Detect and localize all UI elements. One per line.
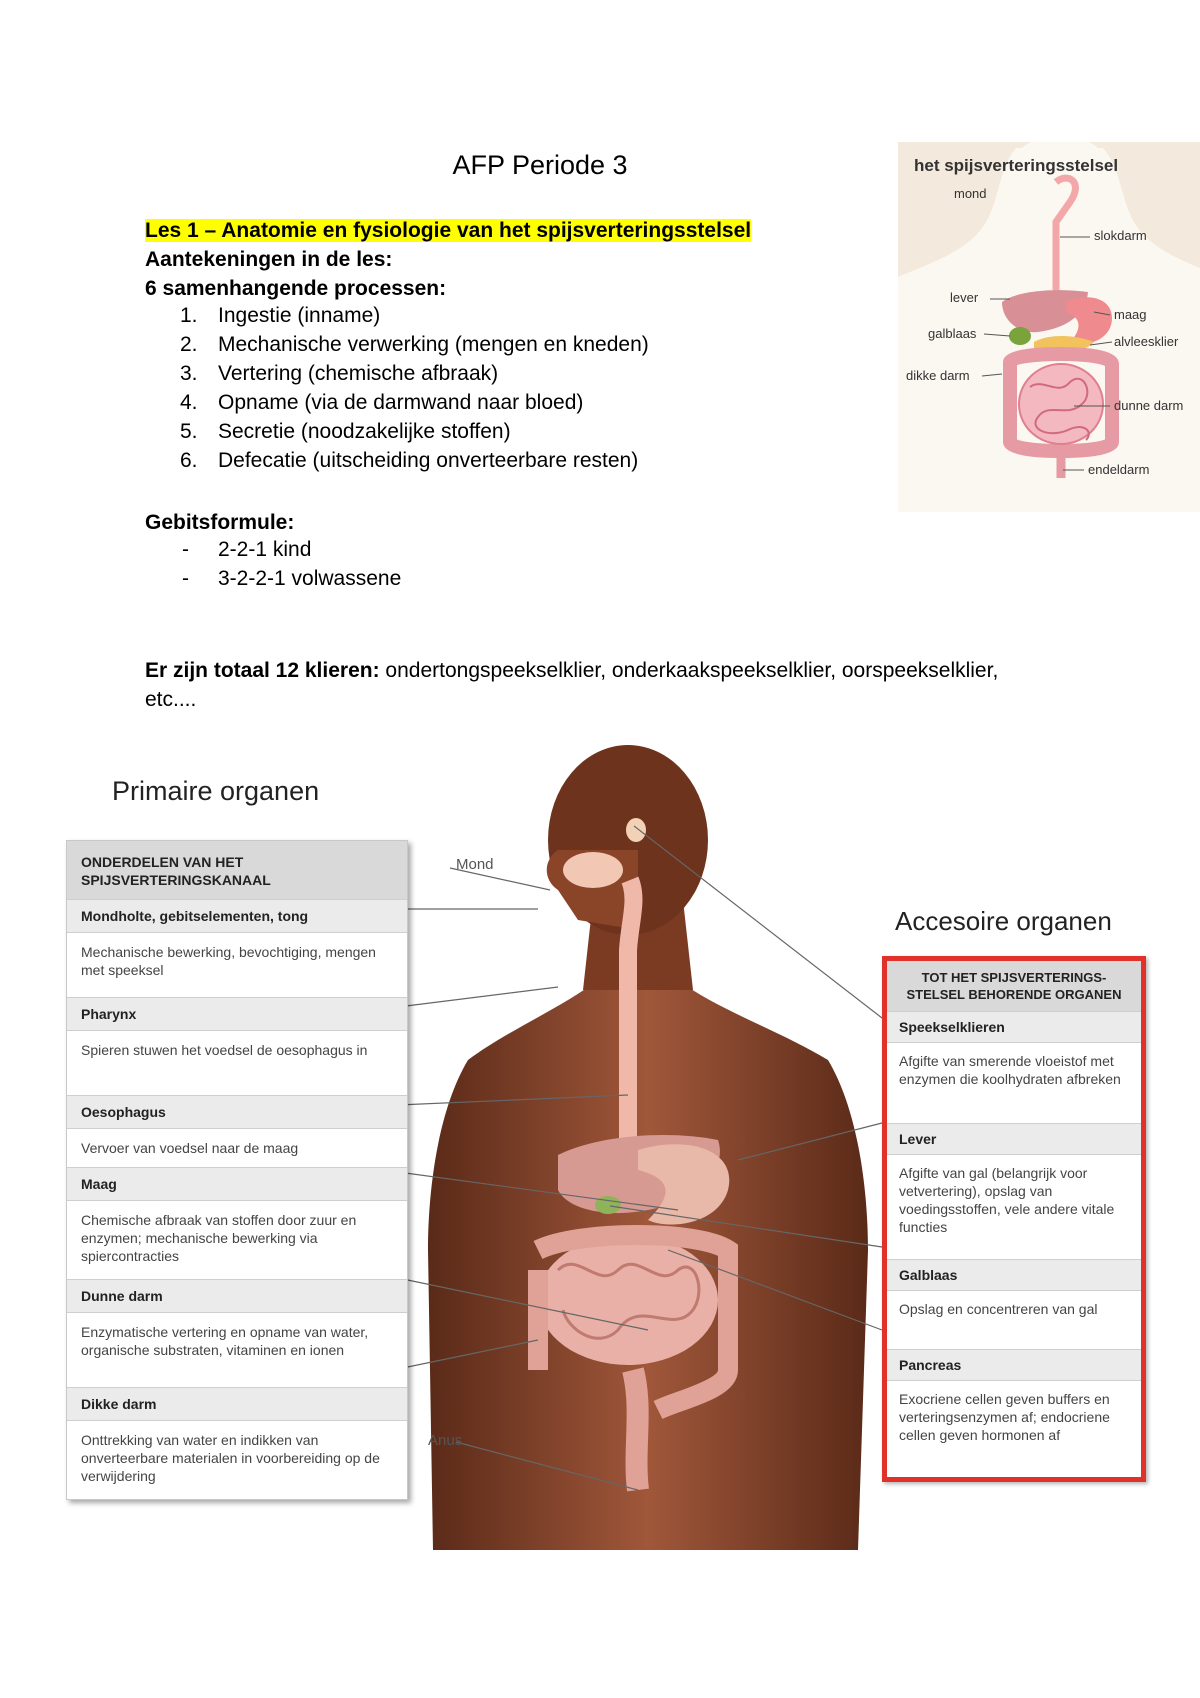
label-maag: maag: [1114, 307, 1147, 322]
small-diagram-title: het spijsverteringsstelsel: [914, 156, 1119, 175]
label-mond-large: Mond: [456, 856, 494, 873]
label-dikke-darm: dikke darm: [906, 368, 970, 383]
label-mond: mond: [954, 186, 987, 201]
glands-text: ondertongspeekselklier, onderkaakspeekselklier, oorspeekselklier,: [379, 659, 999, 682]
label-alvleesklier: alvleesklier: [1114, 334, 1179, 349]
process-number: 6.: [180, 449, 198, 472]
label-galblaas: galblaas: [928, 326, 977, 341]
accessory-row-name: Lever: [887, 1123, 1141, 1154]
label-endeldarm: endeldarm: [1088, 462, 1150, 477]
process-item: Mechanische verwerking (mengen en kneden): [218, 333, 649, 356]
process-item: Vertering (chemische afbraak): [218, 362, 499, 385]
lesson-title-line: [145, 216, 751, 245]
accessory-organs-table: [882, 956, 1146, 1482]
process-number: 4.: [180, 391, 198, 414]
label-lever: lever: [950, 290, 979, 305]
primary-organs-table: [66, 840, 408, 1500]
process-item: Opname (via de darmwand naar bloed): [218, 391, 584, 414]
processes-label: 6 samenhangende processen:: [145, 277, 447, 300]
primary-table-header: ONDERDELEN VAN HET SPIJSVERTERINGSKANAAL: [67, 841, 407, 899]
glands-line: [145, 656, 998, 685]
accessory-row-name: Speekselklieren: [887, 1011, 1141, 1042]
document-title-text: AFP Periode 3: [452, 150, 628, 180]
glands-line-2: etc....: [145, 688, 197, 711]
label-slokdarm: slokdarm: [1094, 228, 1147, 243]
primary-row-name: Pharynx: [67, 997, 407, 1030]
process-number: 5.: [180, 420, 198, 443]
glands-bold: Er zijn totaal 12 klieren:: [145, 659, 380, 682]
primary-organs-title: Primaire organen: [112, 776, 320, 806]
teeth-item: 3-2-2-1 volwassene: [218, 567, 402, 590]
accessory-row-name: Pancreas: [887, 1349, 1141, 1380]
teeth-label: Gebitsformule:: [145, 511, 295, 534]
primary-row-name: Dunne darm: [67, 1279, 407, 1312]
process-number: 2.: [180, 333, 198, 356]
process-item: Ingestie (inname): [218, 304, 381, 327]
process-number: 3.: [180, 362, 198, 385]
process-item: Defecatie (uitscheiding onverteerbare resten): [218, 449, 639, 472]
label-anus: Anus: [428, 1432, 463, 1449]
process-item: Secretie (noodzakelijke stoffen): [218, 420, 511, 443]
teeth-bullet: -: [182, 538, 189, 561]
accessory-row-name: Galblaas: [887, 1259, 1141, 1290]
primary-row-desc: Onttrekking van water en indikken van onverteerbare materialen in voorbereiding op de verwijdering: [67, 1420, 407, 1499]
notes-label: Aantekeningen in de les:: [145, 248, 393, 271]
small-digestive-diagram: [898, 142, 1200, 512]
teeth-item: 2-2-1 kind: [218, 538, 312, 561]
accessory-row-desc: Afgifte van gal (belangrijk voor vetvertering), opslag van voedingsstoffen, vele andere vitale functies: [887, 1154, 1141, 1259]
process-number: 1.: [180, 304, 198, 327]
primary-row-name: Dikke darm: [67, 1387, 407, 1420]
primary-row-name: Maag: [67, 1167, 407, 1200]
primary-row-name: Oesophagus: [67, 1095, 407, 1128]
primary-row-desc: Enzymatische vertering en opname van water, organische substraten, vitaminen en ionen: [67, 1312, 407, 1387]
primary-row-desc: Chemische afbraak van stoffen door zuur en enzymen; mechanische bewerking via spiercontracties: [67, 1200, 407, 1279]
accessory-row-desc: Afgifte van smerende vloeistof met enzymen die koolhydraten afbreken: [887, 1042, 1141, 1123]
lesson-title: Les 1 – Anatomie en fysiologie van het spijsverteringsstelsel: [145, 219, 752, 242]
accessory-row-desc: Exocriene cellen geven buffers en verteringsenzymen af; endocriene cellen geven hormonen af: [887, 1380, 1141, 1477]
primary-row-desc: Mechanische bewerking, bevochtiging, mengen met speeksel: [67, 932, 407, 997]
accessory-table-header: TOT HET SPIJSVERTERINGS-STELSEL BEHORENDE ORGANEN: [887, 961, 1141, 1011]
label-dunne-darm: dunne darm: [1114, 398, 1184, 413]
accessory-organs-title: Accesoire organen: [895, 906, 1112, 936]
digestive-system-figure: [38, 730, 1164, 1550]
primary-row-desc: Vervoer van voedsel naar de maag: [67, 1128, 407, 1167]
primary-row-desc: Spieren stuwen het voedsel de oesophagus in: [67, 1030, 407, 1095]
accessory-row-desc: Opslag en concentreren van gal: [887, 1290, 1141, 1349]
teeth-bullet: -: [182, 567, 189, 590]
primary-row-name: Mondholte, gebitselementen, tong: [67, 899, 407, 932]
